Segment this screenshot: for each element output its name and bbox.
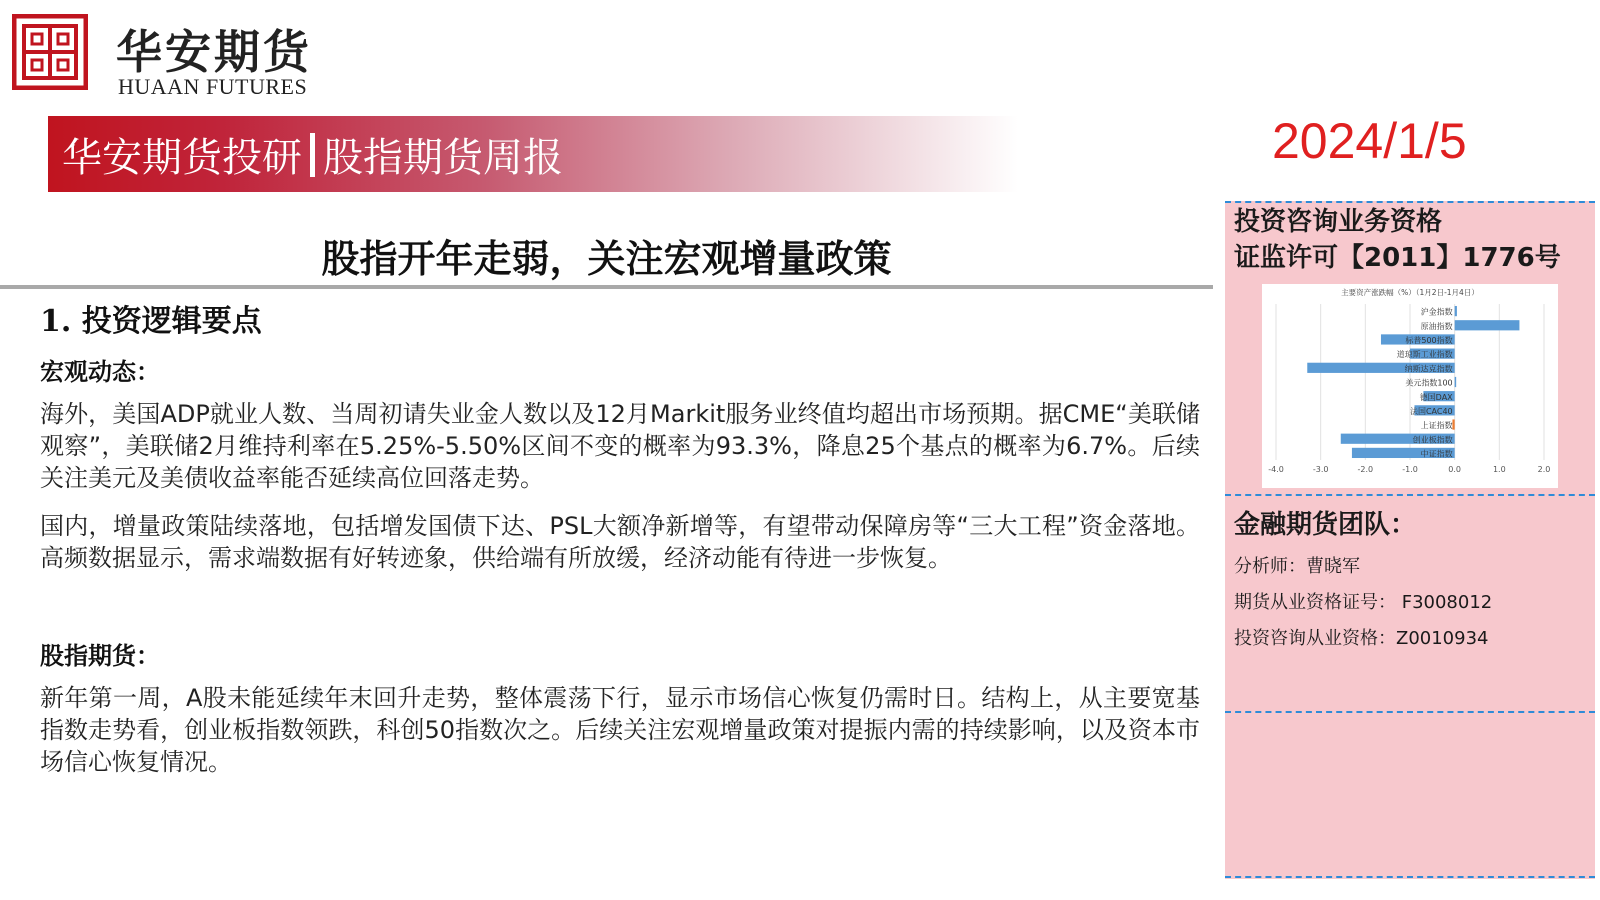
chart-title: 主要资产涨跌幅（%）（1月2日-1月4日） [1341, 288, 1479, 297]
sidebar-divider-bottom [1225, 876, 1595, 878]
report-date: 2024/1/5 [1272, 113, 1467, 169]
chart-x-tick-label: -4.0 [1268, 465, 1284, 474]
sidebar-divider [1225, 711, 1595, 713]
banner-report-name: 股指期货周报 [323, 135, 563, 181]
report-banner [48, 116, 1018, 192]
sidebar-divider [1225, 494, 1595, 496]
sidebar-divider-top [1225, 201, 1595, 203]
chart-x-tick-label: 2.0 [1537, 465, 1551, 474]
page-title: 股指开年走弱，关注宏观增量政策 [321, 237, 892, 281]
qualification-block [1234, 204, 1561, 276]
analyst-name: 分析师：曹晓军 [1234, 556, 1360, 577]
chart-category-label: 道琼斯工业指数 [1396, 350, 1453, 360]
chart-x-tick-label: 1.0 [1492, 465, 1506, 474]
chart-category-label: 中证指数 [1420, 449, 1453, 459]
chart-bar [1452, 419, 1454, 429]
advisory-license-number: 投资咨询从业资格：Z0010934 [1234, 628, 1489, 649]
chart-bar [1455, 320, 1520, 330]
chart-category-label: 沪金指数 [1420, 307, 1453, 317]
macro-domestic-paragraph: 国内，增量政策陆续落地，包括增发国债下达、PSL大额净新增等，有望带动保障房等“三大工程”资金落地。高频数据显示，需求端数据有好转迹象，供给端有所放缓，经济动能有待进一步恢复。 [40, 512, 1200, 572]
section-heading: 1. 投资逻辑要点 [40, 304, 262, 339]
asset-returns-chart [1262, 284, 1558, 488]
chart-category-label: 法国CAC40 [1409, 406, 1453, 416]
banner-research-label: 华安期货投研 [62, 135, 302, 181]
chart-category-label: 纳斯达克指数 [1404, 364, 1453, 374]
chart-category-label: 标普500指数 [1405, 336, 1453, 346]
chart-category-label: 美元指数100 [1405, 378, 1453, 388]
banner-separator [310, 133, 315, 177]
team-heading: 金融期货团队： [1234, 510, 1417, 540]
chart-category-label: 创业板指数 [1412, 435, 1453, 445]
chart-bar [1455, 306, 1457, 316]
macro-heading: 宏观动态： [40, 358, 160, 386]
futures-license-number: 期货从业资格证号： F3008012 [1234, 592, 1493, 613]
chart-canvas [1262, 284, 1558, 488]
qualification-license: 证监许可【2011】1776号 [1234, 243, 1561, 273]
chart-x-tick-label: -2.0 [1357, 465, 1374, 474]
brand-name-cn: 华安期货 [116, 25, 312, 79]
company-logo-mark [12, 14, 88, 90]
qualification-title: 投资咨询业务资格 [1234, 207, 1443, 237]
chart-x-tick-label: -3.0 [1312, 465, 1329, 474]
brand-logo [12, 14, 312, 99]
futures-paragraph: 新年第一周，A股未能延续年末回升走势，整体震荡下行，显示市场信心恢复仍需时日。结构上，从主要宽基指数走势看，创业板指数领跌，科创50指数次之。后续关注宏观增量政策对提振内需的持续影响，以及资本市场信心恢复情况。 [40, 684, 1200, 776]
brand-name-en: HUAAN FUTURES [118, 74, 308, 99]
chart-category-label: 德国DAX [1419, 392, 1453, 402]
chart-category-label: 原油指数 [1420, 321, 1453, 331]
chart-x-tick-label: -1.0 [1402, 465, 1418, 474]
chart-bar [1455, 377, 1457, 387]
macro-overseas-paragraph: 海外，美国ADP就业人数、当周初请失业金人数以及12月Markit服务业终值均超出市场预期。据CME“美联储观察”，美联储2月维持利率在5.25%-5.50%区间不变的概率为93.3%，降息25个基点的概率为6.7%。后续关注美元及美债收益率能否延续高位回落走势。 [40, 400, 1200, 492]
chart-category-label: 上证指数 [1420, 421, 1453, 431]
futures-heading: 股指期货： [40, 642, 160, 670]
chart-x-tick-label: 0.0 [1448, 465, 1462, 474]
title-divider [0, 285, 1213, 289]
